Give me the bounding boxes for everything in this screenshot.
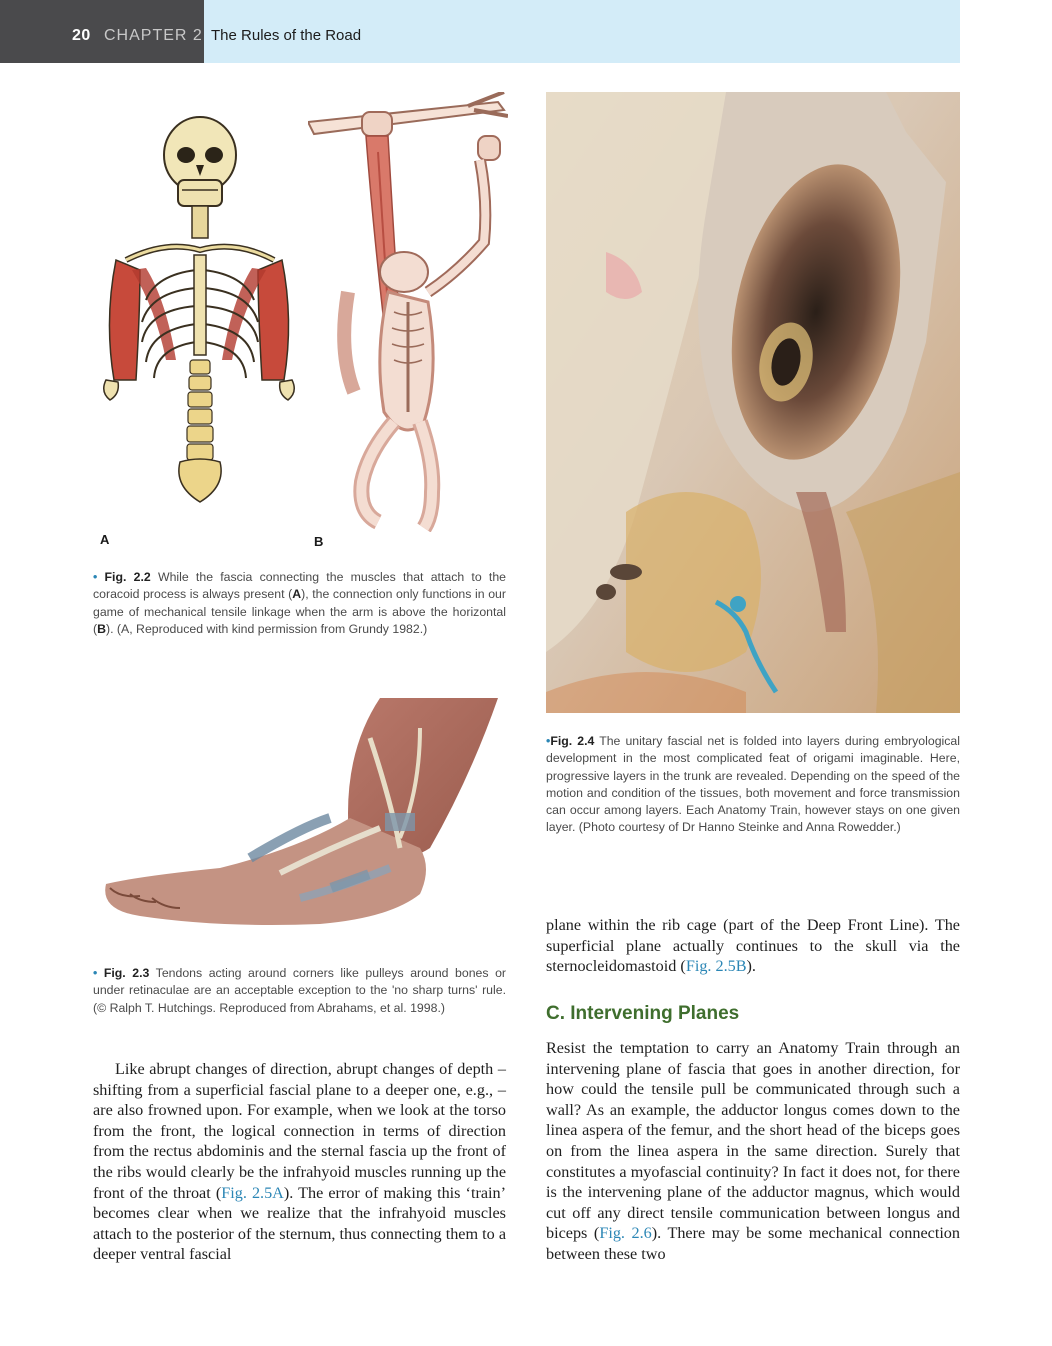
paragraph-text: Like abrupt changes of direction, abrupt changes of depth – shifting from a superficial fascial plane to a deeper one, e.g., – are also frowned upon. For example, when we look at the torso from the front, the logical connection in terms of direction from the rectus abdominis and the sternal fascia up the front of the ribs would clearly be the infrahyoid muscles running up the front of the throat ( <box>93 1060 506 1202</box>
section-heading: C. Intervening Planes <box>546 1003 740 1024</box>
panel-label-a: A <box>100 532 110 547</box>
caption-text: Tendons acting around corners like pulleys around bones or under retinaculae are an acceptable exception to the 'no sharp turns' rule. (© Ralph T. Hutchings. Reproduced from Abrahams, et al. 1998.) <box>93 966 507 1015</box>
left-column-text <box>93 1059 506 1265</box>
fig-2-4-caption <box>546 733 960 837</box>
figure-cross-reference-link[interactable]: Fig. 2.6 <box>599 1224 652 1243</box>
paragraph-text: ). <box>746 957 756 976</box>
panel-label-b: B <box>314 534 324 549</box>
caption-bullet: • <box>93 570 98 584</box>
fig-2-3-caption <box>93 965 506 1017</box>
caption-text: ). (A, Reproduced with kind permission from Grundy 1982.) <box>106 621 428 636</box>
paragraph-text: ). There may be some mechanical connection between these two <box>546 1224 960 1263</box>
paragraph <box>93 1059 506 1265</box>
fig-2-3-foot-photo <box>100 698 500 943</box>
caption-figure-number: Fig. 2.4 <box>550 734 595 748</box>
paragraph <box>546 1038 960 1265</box>
page-number: 20 <box>72 27 91 44</box>
fig-2-2-a-skeleton-illustration <box>96 110 296 510</box>
fig-2-4-fascia-photo <box>546 92 960 713</box>
fig-2-2-caption <box>93 569 506 638</box>
paragraph-text: Resist the temptation to carry an Anatomy Train through an intervening plane of fascia that goes in another direction, for how could the tensile pull be communicated through such a wall? As an example, the adductor longus comes down to the linea aspera of the femur, and the short head of the biceps goes on from the linea aspera in the same direction. Surely that constitutes a myofascial continuity? In fact it does not, for there is the intervening plane of the adductor magnus, which would cut off any direct tensile communication between longus and biceps ( <box>546 1039 960 1243</box>
running-title: The Rules of the Road <box>211 27 362 44</box>
chapter-label: CHAPTER 2 <box>104 27 203 44</box>
caption-bullet: • <box>93 966 98 980</box>
caption-text: While the fascia connecting the muscles that attach to the coracoid process is always present ( <box>93 570 506 602</box>
caption-figure-number: Fig. 2.3 <box>103 966 150 980</box>
caption-panel-ref: A <box>292 587 302 602</box>
paragraph-text: plane within the rib cage (part of the Deep Front Line). The superficial plane actually continues to the skull via the sternocleidomastoid ( <box>546 916 960 976</box>
paragraph <box>546 915 960 977</box>
fig-2-2-b-ape-illustration <box>308 92 508 532</box>
caption-text: The unitary fascial net is folded into layers during embryological development in the most complicated feat of origami imaginable. Here, progressive layers in the trunk are revealed. Depending on the speed of the motion and condition of the tissues, both movement and force transmission can occur among layers. Each Anatomy Train, however stays on one given layer. (Photo courtesy of Dr Hanno Steinke and Anna Rowedder.) <box>546 734 960 835</box>
right-column-text-top <box>546 915 960 977</box>
figure-cross-reference-link[interactable]: Fig. 2.5B <box>685 957 747 976</box>
caption-text: ), the connection only functions in our game of mechanical tensile linkage when the arm is above the horizontal ( <box>93 587 506 636</box>
caption-figure-number: Fig. 2.2 <box>104 570 151 584</box>
caption-bullet: • <box>546 734 551 748</box>
right-column-text-bottom <box>546 1038 960 1265</box>
paragraph-text: ). The error of making this ‘train’ becomes clear when we realize that the infrahyoid muscles attach to the posterior of the sternum, thus connecting them to a deeper ventral fascial <box>93 1183 507 1264</box>
figure-cross-reference-link[interactable]: Fig. 2.5A <box>221 1183 284 1202</box>
caption-panel-ref: B <box>97 621 106 636</box>
